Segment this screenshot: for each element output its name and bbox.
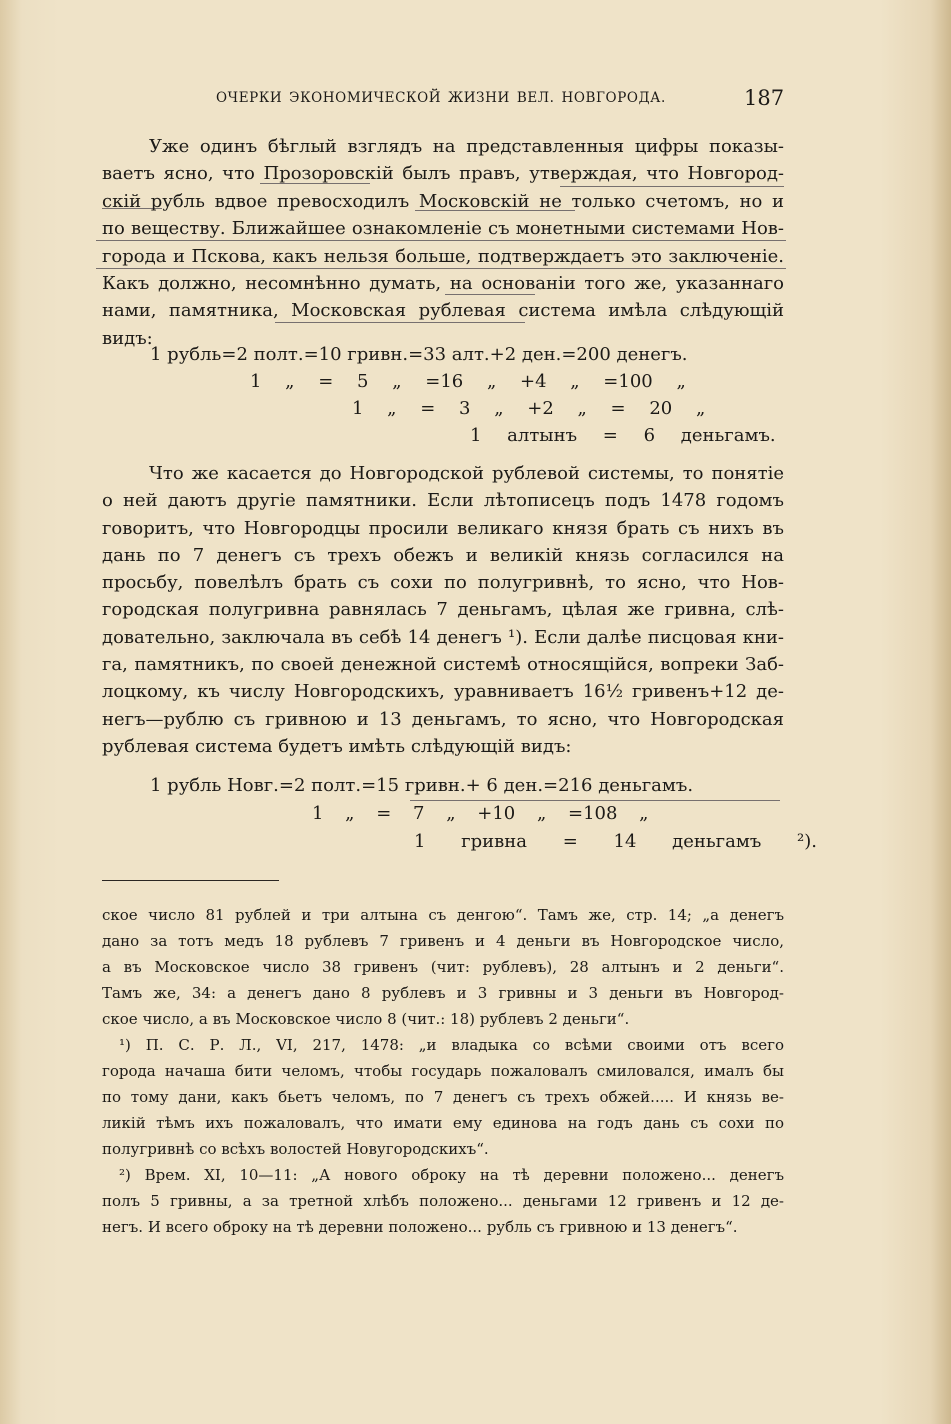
footnote-line: ское число, а въ Московское число 8 (чит.: 18) рублевъ 2 деньги“. [102, 1010, 630, 1028]
footnote-2-line: ²) Врем. XI, 10—11: „А нового оброку на тѣ деревни положено... денегъ [119, 1166, 784, 1184]
footnote-1-line: полугривнѣ со всѣхъ волостей Новугородскихъ“. [102, 1140, 489, 1158]
text-line: негъ—рублю съ гривною и 13 деньгамъ, то ясно, что Новгородская [102, 708, 784, 730]
text-line: дань по 7 денегъ съ трехъ обежъ и великій князь согласился на [102, 544, 784, 566]
text-line: говоритъ, что Новгородцы просили великаго князя брать съ нихъ въ [102, 517, 784, 539]
running-header: ОЧЕРКИ ЭКОНОМИЧЕСКОЙ ЖИЗНИ ВЕЛ. НОВГОРОДА. [216, 90, 666, 106]
footnote-1-line: ¹) П. С. Р. Л., VI, 217, 1478: „и владыка со всѣми своими отъ всего [119, 1036, 784, 1054]
pencil-underline [410, 800, 780, 801]
novgorod-equation-line: 1 рубль Новг.=2 полт.=15 гривн.+ 6 ден.=216 деньгамъ. [150, 775, 694, 796]
text-line: скій рубль вдвое превосходилъ Московскій не только счетомъ, но и [102, 190, 784, 212]
text-line: Какъ должно, несомнѣнно думать, на основаніи того же, указаннаго [102, 273, 784, 295]
footnote-2-line: полъ 5 гривны, а за третной хлѣбъ положено... деньгами 12 гривенъ и 12 де- [102, 1192, 784, 1210]
text-line: нами, памятника, Московская рублевая система имѣла слѣдующій видъ: [102, 300, 784, 349]
footnote-line: ское число 81 рублей и три алтына съ денгою“. Тамъ же, стр. 14; „а денегъ [102, 906, 784, 924]
footnote-1-line: города начаша бити челомъ, чтобы государь пожаловалъ смиловался, ималъ бы [102, 1062, 784, 1080]
moscow-equation-line: 1 „ = 3 „ +2 „ = 20 „ [352, 398, 706, 419]
footnote-line: дано за тотъ медъ 18 рублевъ 7 гривенъ и 4 деньги въ Новгородское число, [102, 932, 784, 950]
text-line: довательно, заключала въ себѣ 14 денегъ ¹). Если далѣе писцовая кни- [102, 626, 784, 648]
text-line: по веществу. Ближайшее ознакомленіе съ монетными системами Нов- [102, 218, 784, 240]
novgorod-equation-line: 1 „ = 7 „ +10 „ =108 „ [312, 803, 649, 824]
moscow-equation-line: 1 алтынъ = 6 деньгамъ. [470, 425, 776, 446]
paragraph-1 [102, 133, 784, 352]
footnote-line: Тамъ же, 34: а денегъ дано 8 рублевъ и 3 гривны и 3 деньги въ Новгород- [102, 984, 784, 1002]
text-line: лоцкому, къ числу Новгородскихъ, уравниваетъ 16½ гривенъ+12 де- [102, 681, 784, 703]
text-line: города и Пскова, какъ нельзя больше, подтверждаетъ это заключеніе. [102, 245, 784, 267]
footnote-line: а въ Московское число 38 гривенъ (чит: рублевъ), 28 алтынъ и 2 деньги“. [102, 958, 784, 976]
text-line: рублевая система будетъ имѣть слѣдующій видъ: [102, 735, 572, 757]
text-line: о ней даютъ другіе памятники. Если лѣтописецъ подъ 1478 годомъ [102, 490, 784, 512]
text-line: Уже одинъ бѣглый взглядъ на представленныя цифры показы- [149, 136, 784, 157]
moscow-equation-line: 1 „ = 5 „ =16 „ +4 „ =100 „ [250, 371, 686, 392]
text-line: Что же касается до Новгородской рублевой системы, то понятіе [149, 463, 784, 484]
footnote-rule [102, 880, 279, 881]
text-line: городская полугривна равнялась 7 деньгамъ, цѣлая же гривна, слѣ- [102, 599, 784, 621]
text-line: ваетъ ясно, что Прозоровскій былъ правъ, утверждая, что Новгород- [102, 163, 784, 185]
footnotes [102, 902, 784, 1240]
page-number: 187 [744, 86, 785, 110]
moscow-equation-line: 1 рубль=2 полт.=10 гривн.=33 алт.+2 ден.=200 денегъ. [150, 344, 688, 365]
footnote-1-line: по тому дани, какъ бьетъ челомъ, по 7 денегъ съ трехъ обжей..... И князь ве- [102, 1088, 784, 1106]
footnote-1-line: ликій тѣмъ ихъ пожаловалъ, что имати ему единова на годъ дань съ сохи по [102, 1114, 784, 1132]
novgorod-equation-line: 1 гривна = 14 деньгамъ ²). [414, 831, 817, 852]
footnote-2-line: негъ. И всего оброку на тѣ деревни положено... рубль съ гривною и 13 денегъ“. [102, 1218, 738, 1236]
text-line: га, памятникъ, по своей денежной системѣ относящійся, вопреки Заб- [102, 654, 784, 676]
text-line: просьбу, повелѣлъ брать съ сохи по полугривнѣ, то ясно, что Нов- [102, 572, 784, 594]
paragraph-2 [102, 460, 784, 760]
